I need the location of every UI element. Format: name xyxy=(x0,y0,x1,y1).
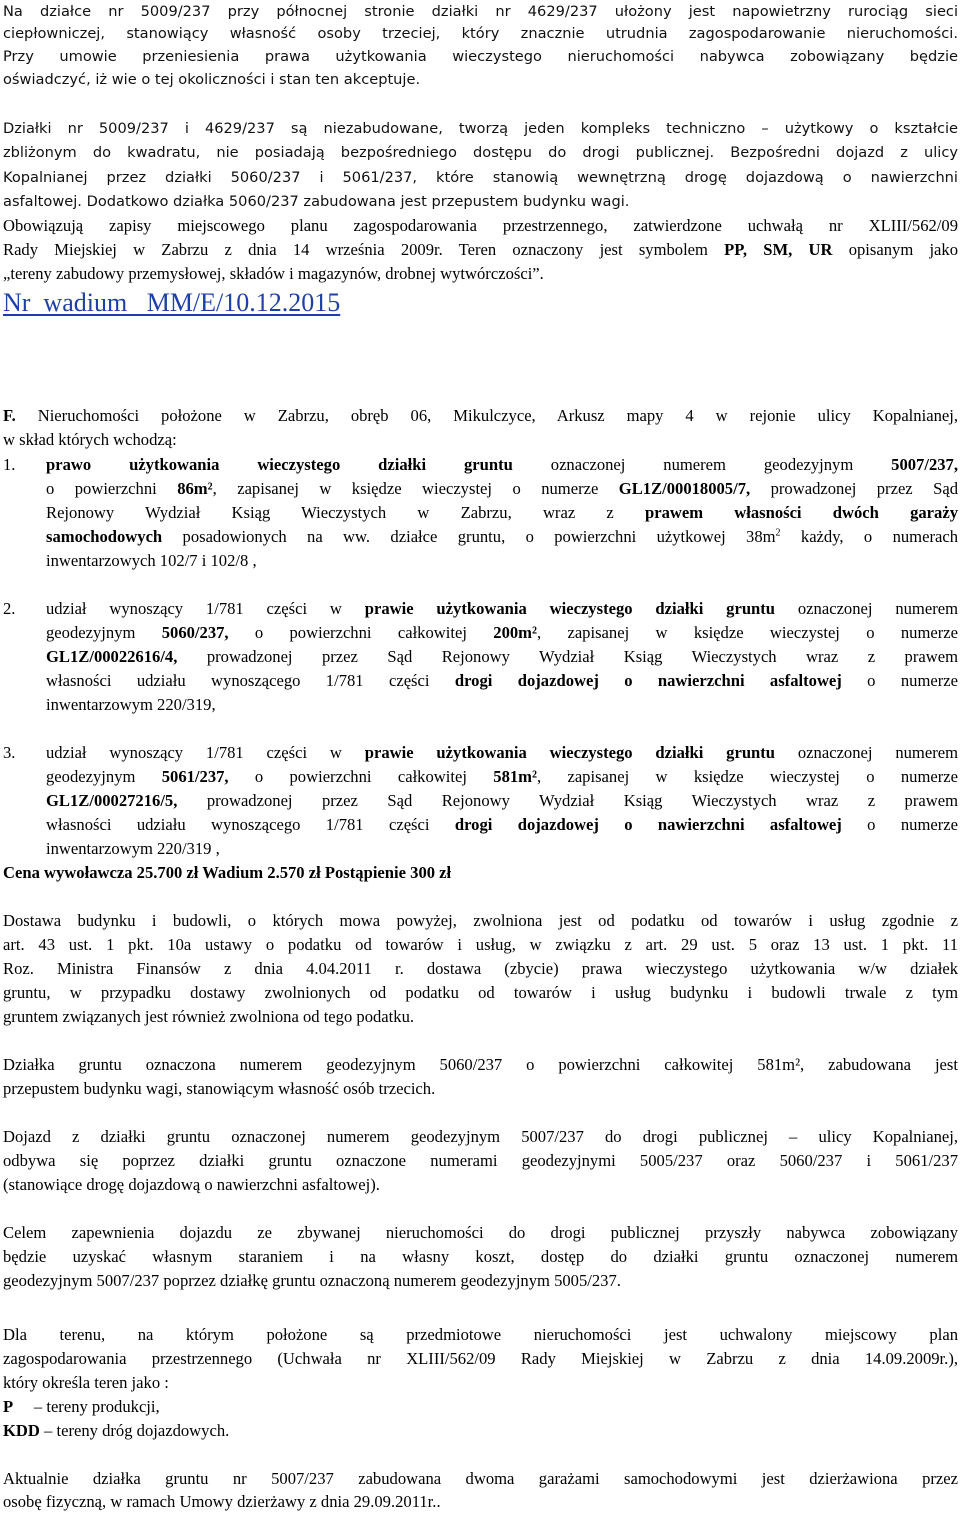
item-3-right-title: prawie użytkowania wieczystego działki gruntu xyxy=(364,743,776,762)
item-3-line-5: inwentarzowym 220/319 , xyxy=(46,839,220,858)
item-2-text: udział wynoszący 1/781 części w xyxy=(46,599,365,618)
plan-symbol-p xyxy=(3,1395,958,1419)
zoning-symbols: PP, SM, UR xyxy=(724,240,833,259)
item-3-land-register: GL1Z/00027216/5, xyxy=(46,791,178,810)
zoning-text: Rady Miejskiej w Zabrzu z dnia 14 września 2009r. Teren oznaczony jest symbolem xyxy=(3,240,725,259)
vat-line-4: gruntu, w przypadku dostawy zwolnionych od podatku od towarów i usług budynku i budowli trwale z tym xyxy=(3,983,958,1002)
item-3-text: o powierzchni całkowitej xyxy=(228,767,494,786)
item-2-line-1 xyxy=(46,597,958,621)
item-3-text: geodezyjnym xyxy=(46,767,162,786)
top-paragraph-line-1: Na działce nr 5009/237 przy północnej stronie działki nr 4629/237 ułożony jest napowietrzny rurociąg sieci xyxy=(3,3,958,20)
access-line-2: odbywa się poprzez działki gruntu oznaczone numerami geodezyjnymi 5005/237 oraz 5060/237 i 5061/237 xyxy=(3,1151,958,1170)
plan-code-p-desc: – tereny produkcji, xyxy=(13,1397,160,1416)
vat-line-3: Roz. Ministra Finansów z dnia 4.04.2011 r. dostawa (zbycie) prawa wieczystego użytkowania w/w działek xyxy=(3,959,958,978)
item-1-line-3 xyxy=(46,501,958,525)
plan-line-2: zagospodarowania przestrzennego (Uchwała nr XLIII/562/09 Rady Miejskiej w Zabrzu z dnia 14.09.2009r.), xyxy=(3,1349,958,1368)
vat-line-1: Dostawa budynku i budowli, o których mowa powyżej, zwolniona jest od podatku od towarów i usług zgodnie z xyxy=(3,911,958,930)
lease-line-1: Aktualnie działka gruntu nr 5007/237 zabudowana dwoma garażami samochodowymi jest dzierżawiona przez xyxy=(3,1469,958,1488)
section-f-letter: F. xyxy=(3,406,16,425)
section-f-text: Nieruchomości położone w Zabrzu, obręb 06, Mikulczyce, Arkusz mapy 4 w rejonie ulicy Kopalnianej, xyxy=(15,406,958,425)
description-line-3: Kopalnianej przez działki 5060/237 i 5061/237, które stanowią wewnętrzną drogę dojazdową o nawierzchni xyxy=(3,169,958,186)
parcel-5060-line-2: przepustem budynku wagi, stanowiącym własność osób trzecich. xyxy=(3,1079,436,1098)
item-1-text: o powierzchni xyxy=(46,479,178,498)
item-3-line-4 xyxy=(46,813,958,837)
item-1-line-4 xyxy=(46,525,958,549)
top-paragraph-line-2: ciepłowniczej, stanowiący własność osoby trzeciej, który znacznie utrudnia zagospodarowanie nieruchomości. xyxy=(3,25,958,42)
item-1-text: Rejonowy Wydział Ksiąg Wieczystych w Zabrzu, wraz z xyxy=(46,503,645,522)
parcel-5060-line-1: Działka gruntu oznaczona numerem geodezyjnym 5060/237 o powierzchni całkowitej 581m², zabudowana jest xyxy=(3,1055,958,1074)
item-1-parcel-number: 5007/237, xyxy=(891,455,958,474)
item-1-text: oznaczonej numerem geodezyjnym xyxy=(512,455,892,474)
item-3-text: oznaczonej numerem xyxy=(775,743,958,762)
item-1-area: 86m² xyxy=(177,479,213,498)
vat-line-5: gruntem związanych jest również zwolniona od tego podatku. xyxy=(3,1007,415,1026)
goal-line-3: geodezyjnym 5007/237 poprzez działkę gruntu oznaczoną numerem geodezyjnym 5005/237. xyxy=(3,1271,621,1290)
top-paragraph-line-4: oświadczyć, iż wie o tej okoliczności i stan ten akceptuje. xyxy=(3,71,421,88)
description-line-6 xyxy=(3,238,958,262)
item-3-text: , zapisanej w księdze wieczystej o numerze xyxy=(536,767,958,786)
item-2-line-5: inwentarzowym 220/319, xyxy=(46,695,216,714)
item-1-text: każdy, o numerach xyxy=(780,527,958,546)
wadium-number-heading: Nr wadium MM/E/10.12.2015 xyxy=(3,288,341,317)
item-1-land-register: GL1Z/00018005/7, xyxy=(618,479,751,498)
lease-line-2: osobę fizyczną, w ramach Umowy dzierżawy z dnia 29.09.2011r.. xyxy=(3,1492,441,1511)
description-line-7: „tereny zabudowy przemysłowej, składów i magazynów, drobnej wytwórczości”. xyxy=(3,264,544,283)
item-2-number: 2. xyxy=(3,599,16,618)
description-line-2: zbliżonym do kwadratu, nie posiadają bezpośredniego dostępu do drogi publicznej. Bezpośredni dojazd z ulicy xyxy=(3,144,958,161)
item-2-parcel-number: 5060/237, xyxy=(161,623,229,642)
item-2-land-register: GL1Z/00022616/4, xyxy=(46,647,178,666)
access-line-3: (stanowiące drogę dojazdową o nawierzchni asfaltowej). xyxy=(3,1175,380,1194)
item-2-text: o powierzchni całkowitej xyxy=(228,623,494,642)
description-line-5: Obowiązują zapisy miejscowego planu zagospodarowania przestrzennego, zatwierdzone uchwałą nr XLIII/562/09 xyxy=(3,216,958,235)
access-line-1: Dojazd z działki gruntu oznaczonej numerem geodezyjnym 5007/237 do drogi publicznej – ulicy Kopalnianej, xyxy=(3,1127,958,1146)
item-2-area: 200m² xyxy=(493,623,537,642)
item-2-text: oznaczonej numerem xyxy=(775,599,958,618)
item-2-text: geodezyjnym xyxy=(46,623,162,642)
description-line-1: Działki nr 5009/237 i 4629/237 są niezabudowane, tworzą jeden kompleks techniczno – użytkowy o kształcie xyxy=(3,120,958,137)
item-1-text: posadowionych na ww. działce gruntu, o powierzchni użytkowej 38m xyxy=(162,527,776,546)
item-3-parcel-number: 5061/237, xyxy=(161,767,229,786)
item-1-garage-right: prawem własności dwóch garaży xyxy=(644,503,958,522)
item-3-area: 581m² xyxy=(493,767,537,786)
goal-line-2: będzie uzyskać własnym staraniem i na własny koszt, dostęp do działki gruntu oznaczonej numerem xyxy=(3,1247,958,1266)
section-f-line-1 xyxy=(3,404,958,428)
item-2-line-2 xyxy=(46,621,958,645)
item-1-garage-type: samochodowych xyxy=(46,527,163,546)
item-1-text: prowadzonej przez Sąd xyxy=(750,479,958,498)
item-2-line-3 xyxy=(46,645,958,669)
plan-code-kdd-desc: – tereny dróg dojazdowych. xyxy=(39,1421,230,1440)
item-1-line-5: inwentarzowych 102/7 i 102/8 , xyxy=(46,551,257,570)
plan-symbol-kdd xyxy=(3,1419,958,1443)
item-3-road-description: drogi dojazdowej o nawierzchni asfaltowej xyxy=(454,815,842,834)
item-1-right-title: prawo użytkowania wieczystego działki gruntu xyxy=(46,455,513,474)
item-2-right-title: prawie użytkowania wieczystego działki gruntu xyxy=(364,599,776,618)
plan-line-3: który określa teren jako : xyxy=(3,1373,169,1392)
item-2-text: o numerze xyxy=(841,671,958,690)
goal-line-1: Celem zapewnienia dojazdu ze zbywanej nieruchomości do drogi publicznej przyszły nabywca zobowiązany xyxy=(3,1223,958,1242)
item-3-text: o numerze xyxy=(841,815,958,834)
item-2-text: własności udziału wynoszącego 1/781 części xyxy=(46,671,455,690)
plan-code-p: P xyxy=(3,1397,14,1416)
zoning-text-end: opisanym jako xyxy=(832,240,958,259)
item-3-number: 3. xyxy=(3,743,16,762)
item-1-superscript: 2 xyxy=(775,527,781,539)
item-1-line-1 xyxy=(46,453,958,477)
item-2-road-description: drogi dojazdowej o nawierzchni asfaltowej xyxy=(454,671,842,690)
item-3-text: udział wynoszący 1/781 części w xyxy=(46,743,365,762)
price-summary: Cena wywoławcza 25.700 zł Wadium 2.570 zł Postąpienie 300 zł xyxy=(3,863,452,882)
plan-code-kdd: KDD xyxy=(3,1421,40,1440)
item-1-number: 1. xyxy=(3,455,16,474)
item-3-line-1 xyxy=(46,741,958,765)
item-1-text: , zapisanej w księdze wieczystej o numerze xyxy=(212,479,619,498)
top-paragraph-line-3: Przy umowie przeniesienia prawa użytkowania wieczystego nieruchomości nabywca zobowiązany będzie xyxy=(3,48,958,65)
item-3-text: własności udziału wynoszącego 1/781 części xyxy=(46,815,455,834)
plan-line-1: Dla terenu, na którym położone są przedmiotowe nieruchomości jest uchwalony miejscowy plan xyxy=(3,1325,958,1344)
section-f-line-2: w skład których wchodzą: xyxy=(3,430,177,449)
item-1-line-2 xyxy=(46,477,958,501)
item-3-line-3 xyxy=(46,789,958,813)
vat-line-2: art. 43 ust. 1 pkt. 10a ustawy o podatku od towarów i usług, w związku z art. 29 ust. 5 oraz 13 ust. 1 pkt. 11 xyxy=(3,935,958,954)
item-3-text: prowadzonej przez Sąd Rejonowy Wydział Ksiąg Wieczystych wraz z prawem xyxy=(177,791,958,810)
item-2-line-4 xyxy=(46,669,958,693)
item-2-text: , zapisanej w księdze wieczystej o numerze xyxy=(536,623,958,642)
item-3-line-2 xyxy=(46,765,958,789)
item-2-text: prowadzonej przez Sąd Rejonowy Wydział Ksiąg Wieczystych wraz z prawem xyxy=(177,647,958,666)
description-line-4: asfaltowej. Dodatkowo działka 5060/237 zabudowana jest przepustem budynku wagi. xyxy=(3,193,630,210)
